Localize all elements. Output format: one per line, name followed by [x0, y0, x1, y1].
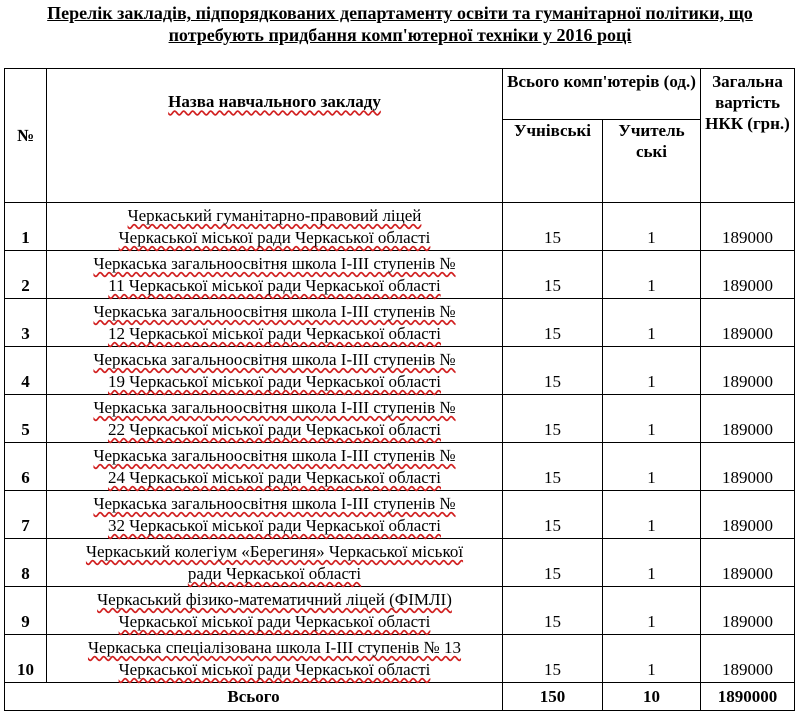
row-number: 8: [5, 539, 47, 587]
school-name-line-2: 24 Черкаської міської ради Черкаської області: [107, 467, 441, 487]
row-number: 2: [5, 251, 47, 299]
cost-value: 189000: [701, 347, 795, 395]
table-row: [5, 443, 795, 491]
cost-value: 189000: [701, 635, 795, 683]
school-name-line-2: 32 Черкаської міської ради Черкаської області: [107, 515, 441, 535]
header-number: №: [5, 69, 47, 203]
table-row: [5, 299, 795, 347]
cost-value: 189000: [701, 587, 795, 635]
row-number: 10: [5, 635, 47, 683]
row-number: 3: [5, 299, 47, 347]
row-number: 5: [5, 395, 47, 443]
row-number: 7: [5, 491, 47, 539]
school-name-line-2: Черкаської міської ради Черкаської області: [118, 227, 431, 247]
title-line-2: потребують придбання комп'ютерної техніки у 2016 році: [168, 25, 632, 45]
header-name-text: Назва навчального закладу: [168, 92, 381, 111]
table-row: [5, 395, 795, 443]
cost-value: 189000: [701, 251, 795, 299]
cost-value: 189000: [701, 539, 795, 587]
teachers-count: 1: [603, 395, 701, 443]
school-name: [47, 251, 503, 299]
row-number: 1: [5, 203, 47, 251]
students-count: 15: [503, 635, 603, 683]
document-title: [0, 2, 800, 46]
school-name-line-1: Черкаська загальноосвітня школа І-ІІІ ступенів №: [93, 301, 456, 321]
cost-value: 189000: [701, 491, 795, 539]
total-label: Всього: [5, 683, 503, 711]
table-row: [5, 491, 795, 539]
teachers-count: 1: [603, 539, 701, 587]
school-name-line-2: Черкаської міської ради Черкаської області: [118, 659, 431, 679]
title-line-1: Перелік закладів, підпорядкованих департаменту освіти та гуманітарної політики, що: [47, 3, 753, 23]
teachers-count: 1: [603, 347, 701, 395]
school-name-line-2: 22 Черкаської міської ради Черкаської області: [107, 419, 441, 439]
row-number: 9: [5, 587, 47, 635]
teachers-count: 1: [603, 443, 701, 491]
school-name-line-1: Черкаський гуманітарно-правовий ліцей: [127, 205, 422, 225]
table-row: [5, 251, 795, 299]
students-count: 15: [503, 299, 603, 347]
school-name: [47, 395, 503, 443]
school-name-line-1: Черкаська загальноосвітня школа І-ІІІ ступенів №: [93, 445, 456, 465]
school-name-line-1: Черкаський колегіум «Берегиня» Черкаської міської: [85, 541, 464, 561]
total-students: 150: [503, 683, 603, 711]
header-teachers: Учитель ські: [603, 120, 701, 203]
school-name-line-1: Черкаська загальноосвітня школа І-ІІІ ступенів №: [93, 397, 456, 417]
school-name-line-2: Черкаської міської ради Черкаської області: [118, 611, 431, 631]
header-students: Учнівські: [503, 120, 603, 203]
school-name-line-2: ради Черкаської області: [187, 563, 362, 583]
school-name-line-2: 11 Черкаської міської ради Черкаської області: [108, 275, 441, 295]
header-name: [47, 69, 503, 203]
students-count: 15: [503, 251, 603, 299]
school-name: [47, 203, 503, 251]
teachers-count: 1: [603, 491, 701, 539]
table-row: [5, 635, 795, 683]
header-computers-total: Всього комп'ютерів (од.): [503, 69, 701, 120]
row-number: 6: [5, 443, 47, 491]
school-name-line-1: Черкаська спеціалізована школа І-ІІІ ступенів № 13: [87, 637, 462, 657]
students-count: 15: [503, 347, 603, 395]
cost-value: 189000: [701, 203, 795, 251]
students-count: 15: [503, 395, 603, 443]
teachers-count: 1: [603, 635, 701, 683]
table-row: [5, 203, 795, 251]
school-name: [47, 443, 503, 491]
school-name-line-1: Черкаська загальноосвітня школа І-ІІІ ступенів №: [93, 349, 456, 369]
students-count: 15: [503, 539, 603, 587]
school-name: [47, 299, 503, 347]
cost-value: 189000: [701, 299, 795, 347]
school-name: [47, 587, 503, 635]
cost-value: 189000: [701, 443, 795, 491]
school-name-line-1: Черкаська загальноосвітня школа І-ІІІ ступенів №: [93, 493, 456, 513]
table-row: [5, 347, 795, 395]
school-name-line-1: Черкаська загальноосвітня школа І-ІІІ ступенів №: [93, 253, 456, 273]
school-name: [47, 539, 503, 587]
school-name: [47, 635, 503, 683]
table-row: [5, 539, 795, 587]
teachers-count: 1: [603, 299, 701, 347]
school-name-line-2: 19 Черкаської міської ради Черкаської області: [107, 371, 441, 391]
teachers-count: 1: [603, 251, 701, 299]
teachers-count: 1: [603, 587, 701, 635]
total-teachers: 10: [603, 683, 701, 711]
students-count: 15: [503, 587, 603, 635]
schools-table: [4, 68, 795, 711]
students-count: 15: [503, 443, 603, 491]
cost-value: 189000: [701, 395, 795, 443]
school-name-line-1: Черкаський фізико-математичний ліцей (ФІМЛІ): [97, 589, 452, 609]
total-cost: 1890000: [701, 683, 795, 711]
students-count: 15: [503, 491, 603, 539]
total-row: [5, 683, 795, 711]
school-name: [47, 491, 503, 539]
school-name: [47, 347, 503, 395]
header-cost: Загальна вартість НКК (грн.): [701, 69, 795, 203]
row-number: 4: [5, 347, 47, 395]
teachers-count: 1: [603, 203, 701, 251]
school-name-line-2: 12 Черкаської міської ради Черкаської області: [107, 323, 441, 343]
students-count: 15: [503, 203, 603, 251]
table-row: [5, 587, 795, 635]
